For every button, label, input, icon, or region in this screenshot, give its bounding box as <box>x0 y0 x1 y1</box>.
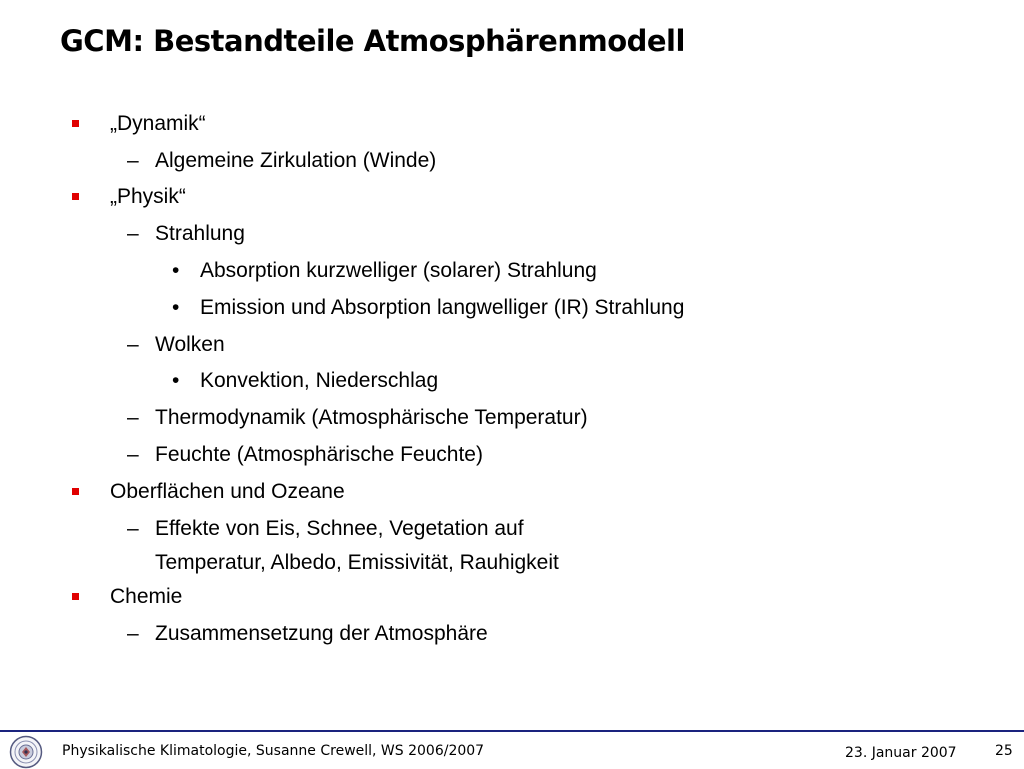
dash-marker: – <box>127 443 139 466</box>
dash-marker: – <box>127 517 139 540</box>
sub-bullet-item <box>127 327 225 363</box>
footer-divider <box>0 730 1024 732</box>
bullet-text: „Physik“ <box>110 185 186 208</box>
sub-bullet-item <box>127 143 437 179</box>
sub-sub-bullet-item <box>172 253 597 289</box>
bullet-text: Oberflächen und Ozeane <box>110 480 345 503</box>
red-square-bullet-icon <box>72 193 79 200</box>
bullet-text: Konvektion, Niederschlag <box>200 369 439 392</box>
bullet-item <box>110 179 186 215</box>
footer-course: Physikalische Klimatologie, Susanne Crewell, WS 2006/2007 <box>62 743 485 759</box>
sub-sub-bullet-item <box>172 363 439 399</box>
bullet-text: Zusammensetzung der Atmosphäre <box>155 622 488 645</box>
red-square-bullet-icon <box>72 593 79 600</box>
bullet-text: Thermodynamik (Atmosphärische Temperatur) <box>155 406 588 429</box>
bullet-item <box>110 579 182 615</box>
bullet-text: Absorption kurzwelliger (solarer) Strahlung <box>200 259 597 282</box>
bullet-text: Chemie <box>110 585 183 608</box>
bullet-item <box>110 474 345 510</box>
footer-date: 23. Januar 2007 <box>845 745 957 761</box>
bullet-text-line: Effekte von Eis, Schnee, Vegetation auf <box>155 517 524 540</box>
sub-bullet-item <box>127 512 559 580</box>
dash-marker: – <box>127 333 139 356</box>
page-number: 25 <box>995 743 1013 759</box>
bullet-item <box>110 106 206 142</box>
sub-bullet-item <box>127 616 488 652</box>
bullet-text: Strahlung <box>155 222 245 245</box>
university-seal-icon <box>8 735 44 769</box>
dash-marker: – <box>127 149 139 172</box>
bullet-text: Algemeine Zirkulation (Winde) <box>155 149 437 172</box>
dot-marker: • <box>172 259 180 282</box>
dash-marker: – <box>127 406 139 429</box>
sub-bullet-item <box>127 437 483 473</box>
dot-marker: • <box>172 369 180 392</box>
sub-bullet-item <box>127 400 588 436</box>
dot-marker: • <box>172 296 180 319</box>
sub-sub-bullet-item <box>172 290 685 326</box>
red-square-bullet-icon <box>72 120 79 127</box>
slide-title: GCM: Bestandteile Atmosphärenmodell <box>60 24 685 58</box>
sub-bullet-item <box>127 216 245 252</box>
bullet-text: Feuchte (Atmosphärische Feuchte) <box>155 443 483 466</box>
dash-marker: – <box>127 622 139 645</box>
bullet-text: „Dynamik“ <box>110 112 206 135</box>
bullet-text: Emission und Absorption langwelliger (IR) Strahlung <box>200 296 685 319</box>
bullet-text-line: Temperatur, Albedo, Emissivität, Rauhigkeit <box>155 551 559 574</box>
dash-marker: – <box>127 222 139 245</box>
red-square-bullet-icon <box>72 488 79 495</box>
bullet-text: Wolken <box>155 333 225 356</box>
